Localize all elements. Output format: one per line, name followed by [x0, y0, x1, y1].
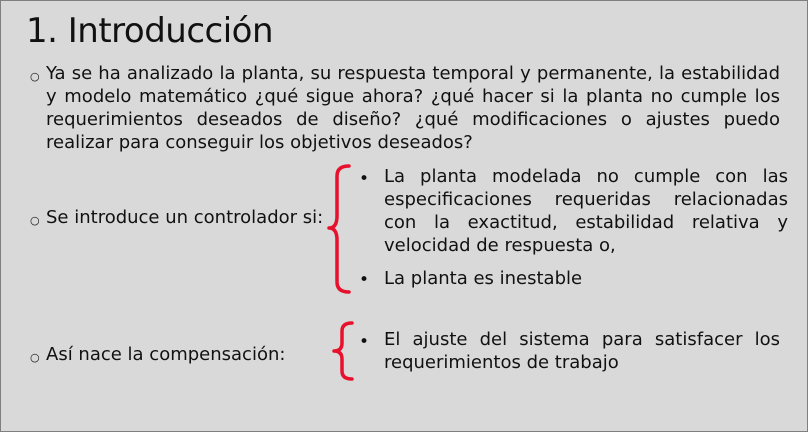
controller-label: Se introduce un controlador si: — [46, 207, 324, 228]
solid-dot-bullet-icon: • — [359, 169, 370, 189]
controller-condition-2: La planta es inestable — [384, 268, 583, 289]
slide-title: 1. Introducción — [26, 11, 274, 51]
compensation-definition: El ajuste del sistema para satisfacer los requerimientos de trabajo — [384, 329, 780, 373]
solid-dot-bullet-icon: • — [359, 270, 370, 290]
controller-condition-1: La planta modelada no cumple con las especificaciones requeridas relacionadas con la exactitud, estabilidad relativa y velocidad de respuesta o, — [384, 166, 788, 256]
red-curly-brace-icon — [330, 319, 360, 383]
intro-paragraph: Ya se ha analizado la planta, su respuesta temporal y permanente, la estabilidad y modelo matemático ¿qué sigue ahora? ¿qué hacer si la planta no cumple los requerimientos deseados de diseño? ¿qué modificaciones o ajustes puedo realizar para conseguir los objetivos deseados? — [46, 63, 780, 153]
compensation-label: Así nace la compensación: — [46, 344, 286, 365]
hollow-circle-bullet-icon: ○ — [30, 70, 40, 83]
hollow-circle-bullet-icon: ○ — [30, 214, 40, 227]
red-curly-brace-icon — [325, 162, 355, 296]
hollow-circle-bullet-icon: ○ — [30, 351, 40, 364]
solid-dot-bullet-icon: • — [359, 332, 370, 352]
